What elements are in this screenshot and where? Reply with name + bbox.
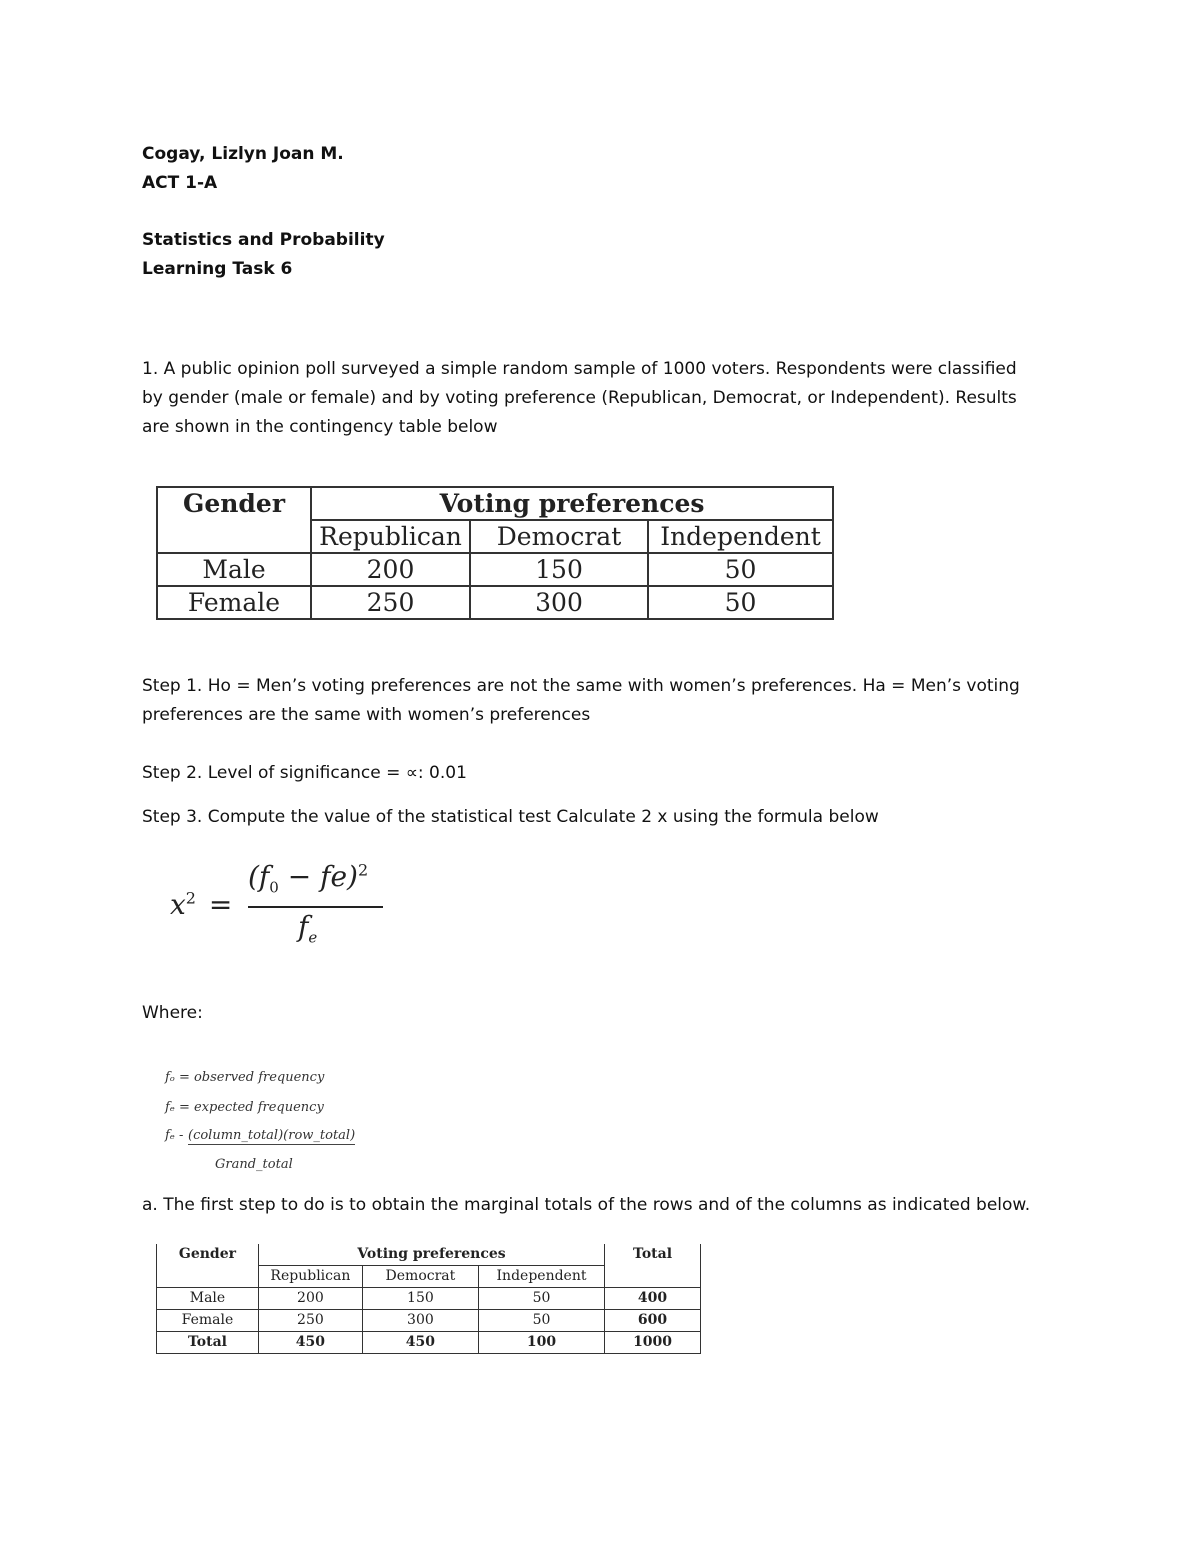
definition-formula-numerator: (column_total)(row_total) [188,1128,356,1143]
part-a-text: a. The first step to do is to obtain the marginal totals of the rows and of the columns as indicated below. [142,1195,1031,1215]
table-row [157,1310,701,1332]
table-cell: 300 [470,586,648,619]
table-cell: 200 [258,1288,362,1310]
subject-title: Statistics and Probability [142,230,385,250]
column-header: Independent [648,520,833,553]
table-row [157,1288,701,1310]
step1-line-1: Step 1. Ho = Men’s voting preferences are not the same with women’s preferences. Ha = Men’s voting [142,676,1020,696]
row-label: Total [157,1332,259,1354]
formula-denominator: $f_e$ [298,910,318,947]
definition-expected: fₑ = expected frequency [165,1100,324,1115]
fraction-bar [248,906,383,908]
column-header: Republican [311,520,470,553]
total-header: Total [605,1244,701,1288]
problem-line-3: are shown in the contingency table below [142,417,498,437]
table-cell: 300 [362,1310,478,1332]
step2-text: Step 2. Level of significance = ∝: 0.01 [142,763,467,783]
column-total: 450 [258,1332,362,1354]
table-cell: 50 [648,553,833,586]
student-section: ACT 1-A [142,173,218,193]
table-row [157,586,833,619]
table-cell: 50 [478,1310,604,1332]
formula-numerator: $(f_0 - fe)^2$ [248,860,369,897]
formula-equals: = [208,888,233,921]
contingency-table [156,486,834,620]
row-label: Female [157,586,311,619]
marginal-totals-table [156,1244,701,1354]
student-name: Cogay, Lizlyn Joan M. [142,144,344,164]
row-label: Male [157,553,311,586]
task-title: Learning Task 6 [142,259,293,279]
definition-formula-denominator: Grand_total [215,1157,293,1172]
formula-lhs-exponent: 2 [185,888,196,908]
column-header: Democrat [362,1266,478,1288]
column-header: Democrat [470,520,648,553]
table-row [157,553,833,586]
table-cell: 150 [470,553,648,586]
voting-preferences-header: Voting preferences [258,1244,604,1266]
formula-lhs: x [170,888,186,921]
table-cell: 50 [478,1288,604,1310]
gender-header: Gender [157,487,311,553]
gender-header: Gender [157,1244,259,1288]
problem-line-2: by gender (male or female) and by voting preference (Republican, Democrat, or Independent). Results [142,388,1017,408]
column-header: Independent [478,1266,604,1288]
table-row [157,1332,701,1354]
column-total: 100 [478,1332,604,1354]
row-total: 600 [605,1310,701,1332]
row-total: 400 [605,1288,701,1310]
table-cell: 150 [362,1288,478,1310]
row-label: Female [157,1310,259,1332]
table-cell: 200 [311,553,470,586]
column-header: Republican [258,1266,362,1288]
step1-line-2: preferences are the same with women’s preferences [142,705,591,725]
row-label: Male [157,1288,259,1310]
chi-square-formula [168,858,408,958]
grand-total: 1000 [605,1332,701,1354]
problem-line-1: 1. A public opinion poll surveyed a simple random sample of 1000 voters. Respondents were classified [142,359,1017,379]
table-cell: 50 [648,586,833,619]
voting-preferences-header: Voting preferences [311,487,833,520]
table-cell: 250 [258,1310,362,1332]
table-cell: 250 [311,586,470,619]
definition-observed: fₒ = observed frequency [165,1070,325,1085]
where-label: Where: [142,1003,203,1023]
column-total: 450 [362,1332,478,1354]
step3-text: Step 3. Compute the value of the statistical test Calculate 2 x using the formula below [142,807,879,827]
definition-formula-left: fₑ - [165,1128,184,1143]
